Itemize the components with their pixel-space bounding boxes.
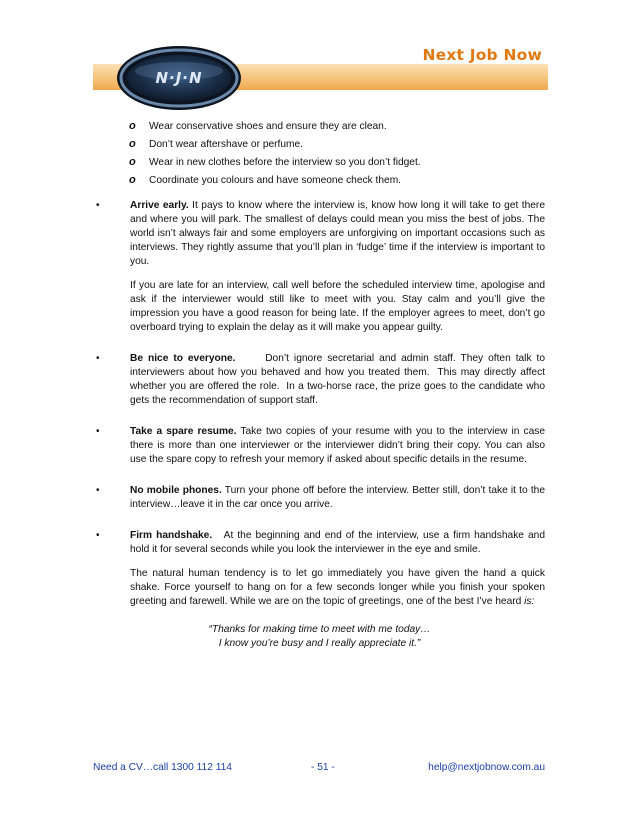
footer-phone: Need a CV…call 1300 112 114 xyxy=(93,762,232,773)
bullet-icon: • xyxy=(96,485,100,496)
sub-item-text: Wear conservative shoes and ensure they are clean. xyxy=(149,121,387,132)
sub-list-item xyxy=(93,138,545,152)
quote-line: I know you’re busy and I really appreciate it.” xyxy=(218,638,421,649)
tip-heading: Firm handshake. xyxy=(130,530,213,541)
paragraph-italic-text: is: xyxy=(524,596,535,607)
page-number: - 51 - xyxy=(311,762,335,773)
tip-heading: Take a spare resume. xyxy=(130,426,237,437)
bullet-icon: • xyxy=(96,530,100,541)
sub-item-text: Don’t wear aftershave or perfume. xyxy=(149,139,304,150)
tip-heading: Arrive early. xyxy=(130,200,189,211)
tip-paragraph xyxy=(130,199,545,269)
sub-bullet-icon: o xyxy=(129,156,136,168)
tip-paragraph-2 xyxy=(130,567,545,609)
bullet-icon: • xyxy=(96,426,100,437)
tip-paragraph xyxy=(130,484,545,512)
tip-paragraph xyxy=(130,529,548,557)
company-logo xyxy=(115,44,243,112)
page-header xyxy=(93,40,548,115)
tip-paragraph xyxy=(130,352,548,408)
tip-paragraph xyxy=(130,425,545,467)
sub-list-item xyxy=(93,120,545,134)
quote-line: “Thanks for making time to meet with me today… xyxy=(208,624,431,635)
tip-spare-resume xyxy=(93,425,545,467)
sub-bullet-icon: o xyxy=(129,138,136,150)
logo-text: N·J·N xyxy=(155,69,203,87)
bullet-icon: • xyxy=(96,353,100,364)
tip-text: It pays to know where the interview is, know how long it will take to get there and where you will park. The smallest of delays could mean you miss the best of jobs. The world isn’t always fair and some employers are unforgiving on important occasions such as interviews. They rightly assume that you’ll plan in ‘fudge’ time if the interview is important to you. xyxy=(130,200,545,267)
tip-be-nice xyxy=(93,352,548,408)
greeting-quote xyxy=(130,623,545,651)
tip-paragraph-2: If you are late for an interview, call well before the scheduled interview time, apologise and ask if the interviewer would still like to meet with you. Stay calm and you’ll give the impression you have a good reason for being late. If the employer agrees to meet, don’t go overboard trying to explain the delay as it will make you appear guilty. xyxy=(130,280,545,333)
sub-list-item xyxy=(93,174,545,188)
sub-item-text: Wear in new clothes before the interview so you don’t fidget. xyxy=(149,157,421,168)
tip-arrive-early xyxy=(93,199,545,335)
sub-bullet-icon: o xyxy=(129,120,136,132)
tip-firm-handshake xyxy=(93,529,548,651)
sub-item-text: Coordinate you colours and have someone check them. xyxy=(149,175,402,186)
tip-text: At the beginning and end of the interview, use a firm handshake and hold it for several seconds while you look the interviewer in the eye and smile. xyxy=(130,530,548,555)
footer-email: help@nextjobnow.com.au xyxy=(428,762,545,773)
document-body xyxy=(93,117,548,651)
tip-no-mobile xyxy=(93,484,545,512)
brand-title: Next Job Now xyxy=(422,46,542,64)
sub-bullet-icon: o xyxy=(129,174,136,186)
tip-text: Turn your phone off before the interview. Better still, don’t take it to the interview…leave it in the car once you arrive. xyxy=(130,485,545,510)
sub-list-item xyxy=(93,156,545,170)
bullet-icon: • xyxy=(96,200,100,211)
paragraph-text: The natural human tendency is to let go immediately you have given the hand a quick shake. Force yourself to hang on for a few seconds longer while you finish your spoken greeting and farewell. While we are on the topic of greetings, one of the best I’ve heard xyxy=(130,568,545,607)
tip-heading: Be nice to everyone. xyxy=(130,353,236,364)
tip-text: Don’t ignore secretarial and admin staff. They often talk to interviewers about how you behaved and how you treated them. This may directly affect whether you are offered the role. In a two-horse race, the prize goes to the candidate who gets the recommendation of support staff. xyxy=(130,353,548,406)
tip-text: Take two copies of your resume with you to the interview in case there is more than one interviewer or the interviewer didn’t bring their copy. You can also use the spare copy to refresh your memory if asked about specific details in the resume. xyxy=(130,426,545,465)
tip-heading: No mobile phones. xyxy=(130,485,222,496)
